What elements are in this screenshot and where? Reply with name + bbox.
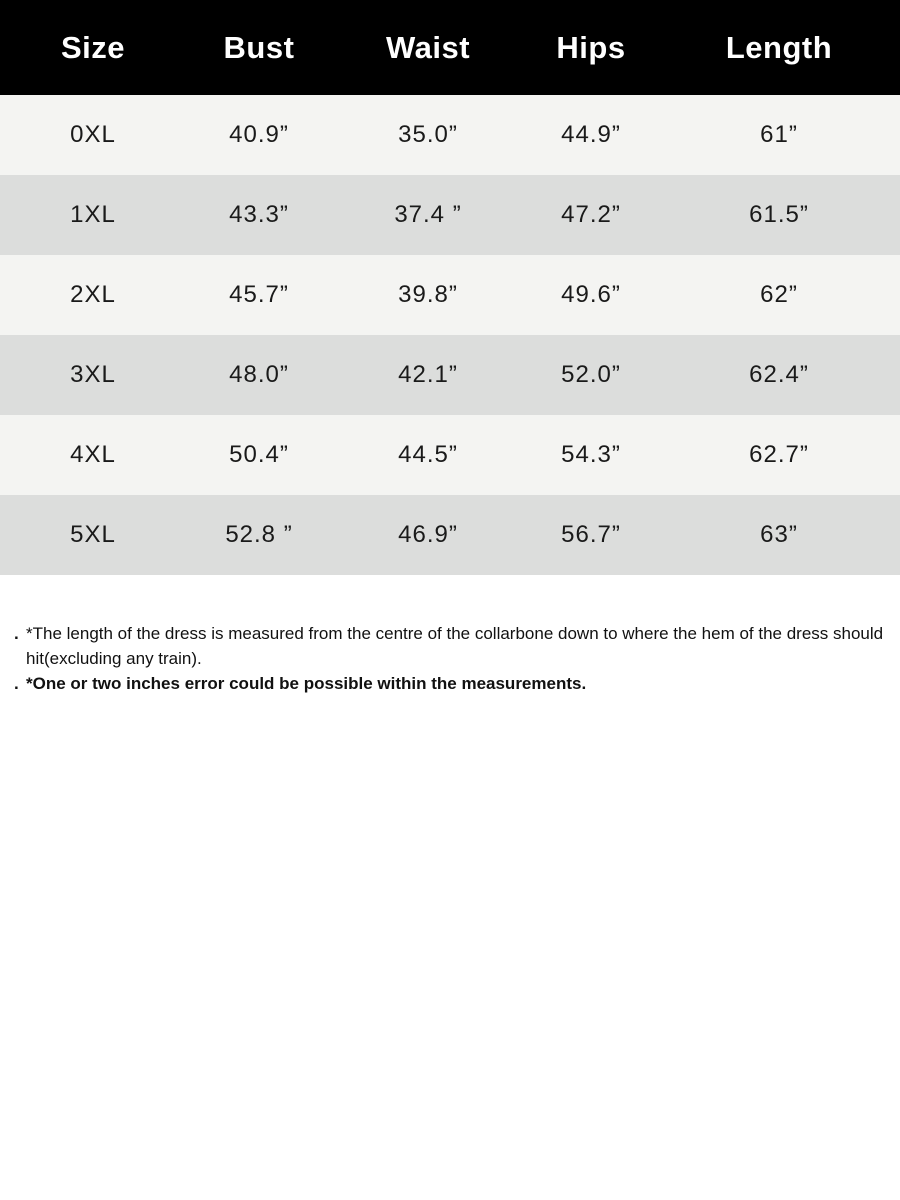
- cell-length: 62.4”: [749, 361, 809, 388]
- cell-waist: 42.1”: [398, 361, 458, 388]
- cell-waist: 37.4 ”: [394, 201, 462, 228]
- cell-hips: 47.2”: [561, 201, 621, 228]
- table-row: [0, 415, 900, 495]
- cell-length: 62.7”: [749, 441, 809, 468]
- table-row: [0, 95, 900, 175]
- size-chart-table: [0, 0, 900, 575]
- cell-waist: 35.0”: [398, 121, 458, 148]
- cell-hips: 52.0”: [561, 361, 621, 388]
- cell-waist: 39.8”: [398, 281, 458, 308]
- note-measurement-error: [14, 671, 884, 696]
- cell-hips: 49.6”: [561, 281, 621, 308]
- cell-hips: 56.7”: [561, 521, 621, 548]
- note-bullet: .: [14, 674, 19, 693]
- note-bullet: .: [14, 624, 19, 643]
- cell-bust: 45.7”: [229, 281, 289, 308]
- cell-length: 62”: [760, 281, 798, 308]
- table-row: [0, 335, 900, 415]
- cell-length: 63”: [760, 521, 798, 548]
- cell-hips: 54.3”: [561, 441, 621, 468]
- header-length: Length: [725, 29, 833, 65]
- cell-waist: 44.5”: [398, 441, 458, 468]
- cell-bust: 52.8 ”: [225, 521, 293, 548]
- header-bust: Bust: [223, 29, 295, 65]
- cell-size: 3XL: [70, 361, 116, 388]
- table-row: [0, 255, 900, 335]
- cell-hips: 44.9”: [561, 121, 621, 148]
- measurement-notes: [14, 621, 884, 696]
- header-size: Size: [60, 29, 126, 65]
- cell-bust: 50.4”: [229, 441, 289, 468]
- header-waist: Waist: [385, 29, 471, 65]
- cell-bust: 43.3”: [229, 201, 289, 228]
- cell-size: 0XL: [70, 121, 116, 148]
- table-row: [0, 175, 900, 255]
- cell-length: 61.5”: [749, 201, 809, 228]
- note-text: *One or two inches error could be possible within the measurements.: [26, 674, 587, 693]
- cell-bust: 40.9”: [229, 121, 289, 148]
- header-hips: Hips: [556, 29, 626, 65]
- cell-size: 2XL: [70, 281, 116, 308]
- cell-length: 61”: [760, 121, 798, 148]
- cell-size: 1XL: [70, 201, 116, 228]
- note-length-measurement: [14, 621, 884, 671]
- note-text: *The length of the dress is measured from the centre of the collarbone down to where the hem of the dress should hit(excluding any train).: [26, 624, 884, 668]
- cell-bust: 48.0”: [229, 361, 289, 388]
- cell-waist: 46.9”: [398, 521, 458, 548]
- cell-size: 4XL: [70, 441, 116, 468]
- table-row: [0, 495, 900, 575]
- table-header-row: [0, 0, 900, 95]
- cell-size: 5XL: [70, 521, 116, 548]
